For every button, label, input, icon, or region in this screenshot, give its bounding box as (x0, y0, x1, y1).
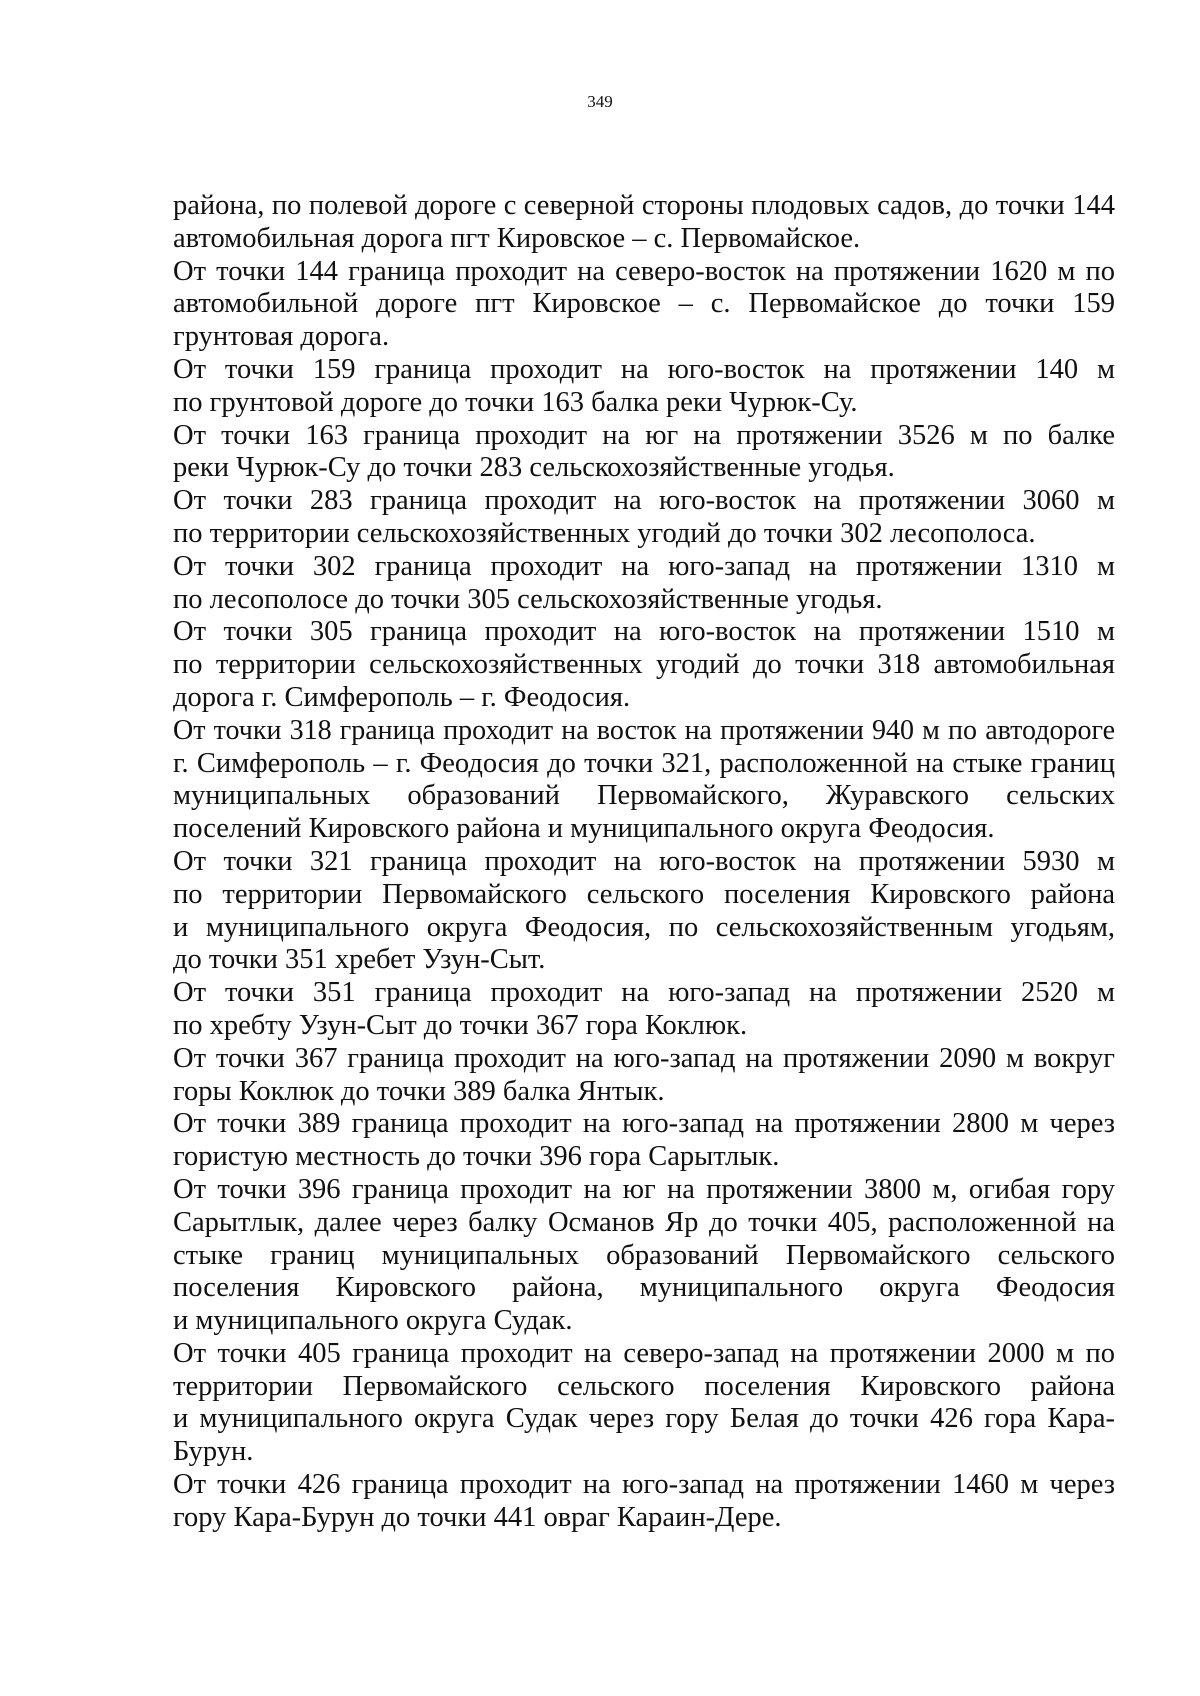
text-line: по территории сельскохозяйственных угодий до точки 302 лесополоса. (173, 517, 1036, 549)
text-line: От точки 389 граница проходит на юго-запад на протяжении 2800 м через (173, 1108, 1115, 1140)
text-line: по территории Первомайского сельского поселения Кировского района (173, 878, 1115, 910)
text-line: и муниципального округа Феодосия, по сельскохозяйственным угодьям, (173, 911, 1115, 943)
text-line: автомобильной дороге пгт Кировское – с. Первомайское до точки 159 (173, 288, 1115, 320)
text-line: по грунтовой дороге до точки 163 балка реки Чурюк-Су. (173, 386, 858, 418)
text-line: От точки 159 граница проходит на юго-восток на протяжении 140 м (173, 353, 1115, 385)
text-line: гору Кара-Бурун до точки 441 овраг Караин-Дере. (173, 1501, 782, 1533)
text-line: От точки 321 граница проходит на юго-восток на протяжении 5930 м (173, 845, 1115, 877)
text-line: поселений Кировского района и муниципального округа Феодосия. (173, 813, 995, 845)
text-line: по территории сельскохозяйственных угодий до точки 318 автомобильная (173, 649, 1115, 681)
text-line: автомобильная дорога пгт Кировское – с. Первомайское. (173, 222, 861, 254)
text-line: по лесополосе до точки 305 сельскохозяйственные угодья. (173, 583, 883, 615)
text-line: От точки 426 граница проходит на юго-запад на протяжении 1460 м через (173, 1469, 1115, 1501)
text-line: От точки 367 граница проходит на юго-запад на протяжении 2090 м вокруг (173, 1042, 1115, 1074)
text-line: От точки 405 граница проходит на северо-запад на протяжении 2000 м по (173, 1337, 1115, 1369)
text-line: Бурун. (173, 1436, 254, 1468)
text-line: От точки 305 граница проходит на юго-восток на протяжении 1510 м (173, 616, 1115, 648)
document-body (173, 190, 1115, 1535)
text-line: до точки 351 хребет Узун-Сыт. (173, 944, 546, 976)
text-line: грунтовая дорога. (173, 321, 390, 353)
text-line: От точки 351 граница проходит на юго-запад на протяжении 2520 м (173, 977, 1115, 1009)
text-line: От точки 396 граница проходит на юг на протяжении 3800 м, огибая гору (173, 1173, 1115, 1205)
text-line: территории Первомайского сельского поселения Кировского района (173, 1370, 1115, 1402)
text-line: и муниципального округа Судак. (173, 1305, 573, 1337)
text-line: От точки 318 граница проходит на восток на протяжении 940 м по автодороге (173, 714, 1115, 746)
text-line: района, по полевой дороге с северной стороны плодовых садов, до точки 144 (173, 190, 1115, 221)
text-line: горы Коклюк до точки 389 балка Янтык. (173, 1075, 665, 1107)
text-line: От точки 302 граница проходит на юго-запад на протяжении 1310 м (173, 550, 1115, 582)
text-line: и муниципального округа Судак через гору Белая до точки 426 гора Кара- (173, 1403, 1115, 1435)
text-line: От точки 144 граница проходит на северо-восток на протяжении 1620 м по (173, 255, 1115, 287)
page-number: 349 (587, 92, 613, 111)
text-line: г. Симферополь – г. Феодосия до точки 321, расположенной на стыке границ (173, 747, 1115, 779)
text-line: От точки 163 граница проходит на юг на протяжении 3526 м по балке (173, 419, 1115, 451)
text-line: дорога г. Симферополь – г. Феодосия. (173, 681, 631, 713)
text-line: гористую местность до точки 396 гора Сарытлык. (173, 1141, 780, 1173)
text-line: муниципальных образований Первомайского, Журавского сельских (173, 780, 1115, 812)
text-line: стыке границ муниципальных образований Первомайского сельского (173, 1239, 1115, 1271)
text-line: Сарытлык, далее через балку Османов Яр до точки 405, расположенной на (173, 1206, 1115, 1238)
text-line: по хребту Узун-Сыт до точки 367 гора Коклюк. (173, 1009, 748, 1041)
text-line: поселения Кировского района, муниципального округа Феодосия (173, 1272, 1115, 1304)
text-line: От точки 283 граница проходит на юго-восток на протяжении 3060 м (173, 485, 1115, 517)
text-line: реки Чурюк-Су до точки 283 сельскохозяйственные угодья. (173, 452, 895, 484)
